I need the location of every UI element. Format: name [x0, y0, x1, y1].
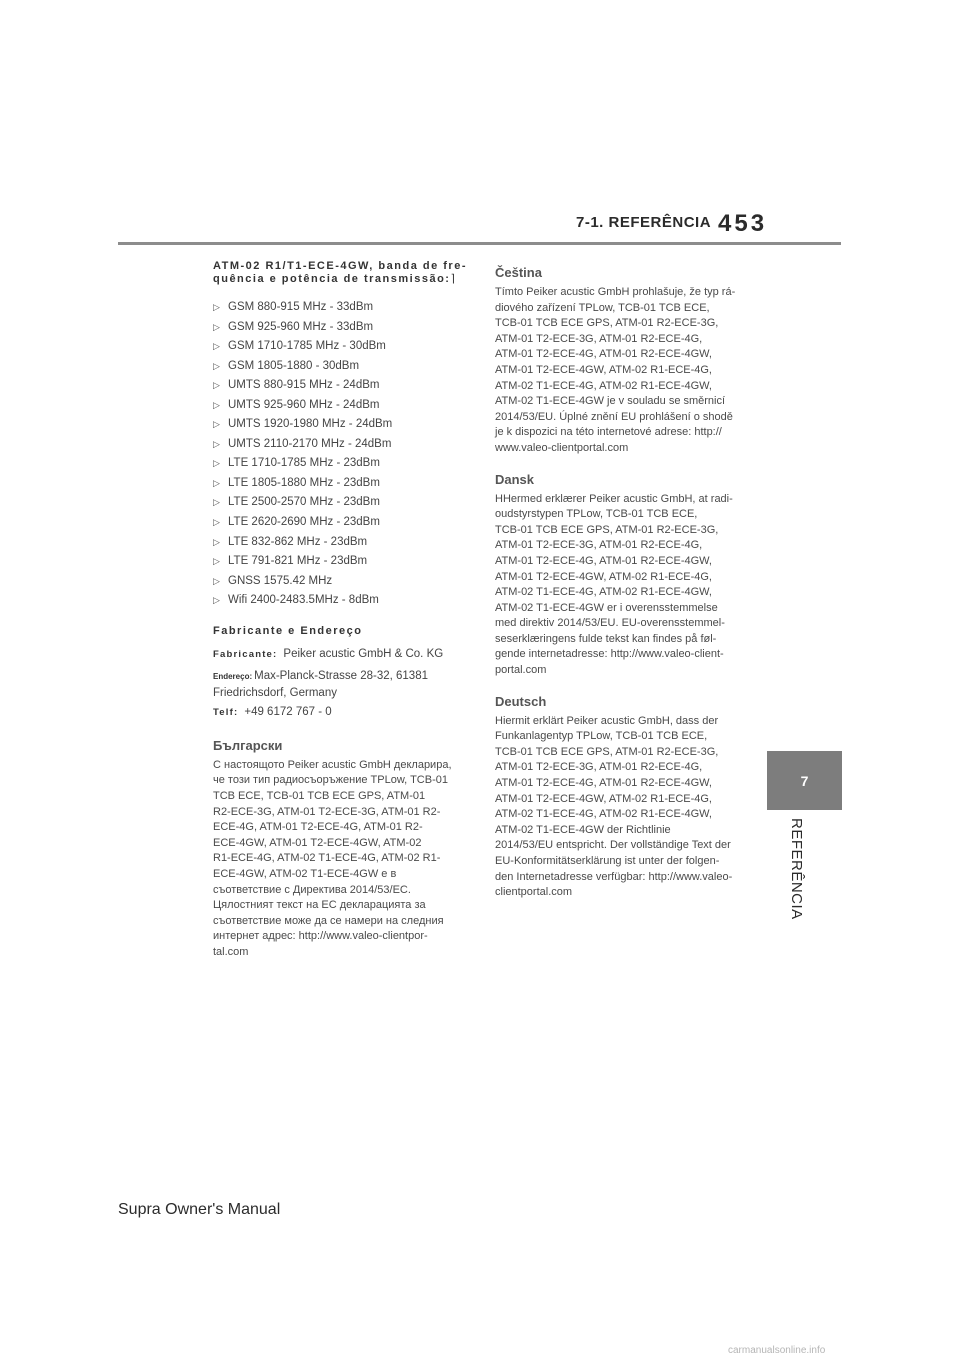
manufacturer-value: Peiker acustic GmbH & Co. KG: [283, 647, 444, 660]
band-text: LTE 832-862 MHz - 23dBm: [228, 535, 368, 548]
triangle-bullet-icon: ▷: [213, 341, 220, 352]
address-value: Max-Planck-Strasse 28-32, 61381 Friedrichsdorf, Germany: [213, 669, 428, 699]
header-divider: [118, 242, 841, 245]
watermark: carmanualsonline.info: [728, 1345, 826, 1356]
band-item: [213, 533, 467, 553]
band-text: LTE 791-821 MHz - 23dBm: [228, 555, 368, 568]
band-item: [213, 376, 467, 396]
declaration-text: Tímto Peiker acustic GmbH prohlašuje, že typ rá- diového zařízení TPLow, TCB-01 TCB ECE, TCB-01 TCB ECE GPS, ATM-01 R2-ECE-3G, ATM-01 T2-ECE-3G, ATM-01 R2-ECE-4G, ATM-01 T2-ECE-4G, ATM-01 R2-ECE-4GW, ATM-01 T2-ECE-4GW, ATM-02 R1-ECE-4G, ATM-02 T1-ECE-4G, ATM-02 R1-ECE-4GW, ATM-02 T1-ECE-4GW je v souladu se směrnicí 2014/53/EU. Úplné znění EU prohlášení o shodě je k dispozici na této internetové adrese: http:// www.valeo-clientportal.com: [495, 286, 736, 454]
band-text: Wifi 2400-2483.5MHz - 8dBm: [228, 594, 379, 607]
band-item: [213, 337, 467, 357]
address-row: [213, 668, 467, 701]
band-item: [213, 454, 467, 474]
band-text: UMTS 925-960 MHz - 24dBm: [228, 398, 380, 411]
triangle-bullet-icon: ▷: [213, 360, 220, 371]
triangle-bullet-icon: ▷: [213, 458, 220, 469]
band-item: [213, 435, 467, 455]
declaration-german: [495, 694, 755, 901]
declaration-czech: [495, 265, 755, 457]
band-text: LTE 2620-2690 MHz - 23dBm: [228, 516, 380, 529]
triangle-bullet-icon: ▷: [213, 536, 220, 547]
band-text: LTE 2500-2570 MHz - 23dBm: [228, 496, 380, 509]
page-number: 453: [718, 210, 768, 237]
triangle-bullet-icon: ▷: [213, 321, 220, 332]
language-title: Български: [213, 737, 283, 753]
frequency-band-list: [213, 298, 467, 611]
section-title: 7-1. REFERÊNCIA: [576, 214, 712, 231]
triangle-bullet-icon: ▷: [213, 517, 220, 528]
triangle-bullet-icon: ▷: [213, 438, 220, 449]
band-item: [213, 474, 467, 494]
phone-label: Telf:: [213, 706, 239, 718]
left-column: [213, 260, 467, 960]
band-item: [213, 357, 467, 377]
band-text: GSM 880-915 MHz - 33dBm: [228, 301, 374, 313]
band-text: GSM 925-960 MHz - 33dBm: [228, 320, 374, 333]
band-item: [213, 298, 467, 318]
band-text: UMTS 880-915 MHz - 24dBm: [228, 379, 380, 392]
band-item: [213, 318, 467, 338]
band-text: LTE 1710-1785 MHz - 23dBm: [228, 457, 380, 470]
band-item: [213, 513, 467, 533]
footer-title: Supra Owner's Manual: [118, 1201, 281, 1218]
band-item: [213, 396, 467, 416]
address-label: Endereço:: [213, 671, 253, 681]
triangle-bullet-icon: ▷: [213, 477, 220, 488]
phone-row: [213, 704, 467, 721]
frequency-heading: [213, 260, 467, 286]
declaration-danish: [495, 472, 755, 679]
right-column: [495, 265, 755, 901]
phone-value: +49 6172 767 - 0: [244, 705, 332, 718]
triangle-bullet-icon: ▷: [213, 595, 220, 606]
chapter-tab: [767, 751, 842, 810]
manufacturer-label: Fabricante:: [213, 648, 278, 660]
declaration-text: HHermed erklærer Peiker acustic GmbH, at radi- oudstyrstypen TPLow, TCB-01 TCB ECE, TCB-01 TCB ECE GPS, ATM-01 R2-ECE-3G, ATM-01 T2-ECE-3G, ATM-01 R2-ECE-4G, ATM-01 T2-ECE-4G, ATM-01 R2-ECE-4GW, ATM-01 T2-ECE-4GW, ATM-02 R1-ECE-4G, ATM-02 T1-ECE-4G, ATM-02 R1-ECE-4GW, ATM-02 T1-ECE-4GW er i overensstemmelse med direktiv 2014/53/EU. EU-overensstemmel- seserklæringens fulde tekst kan findes på føl- gende internetadresse: http://www.valeo-client- portal.com: [495, 492, 733, 677]
frequency-heading-text: ATM-02 R1/T1-ECE-4GW, banda de fre-quência e potência de transmissão:: [213, 260, 467, 285]
language-title: Čeština: [495, 265, 542, 280]
band-text: LTE 1805-1880 MHz - 23dBm: [228, 476, 380, 489]
band-text: UMTS 2110-2170 MHz - 24dBm: [228, 437, 392, 450]
triangle-bullet-icon: ▷: [213, 380, 220, 391]
band-item: [213, 552, 467, 572]
chapter-label: REFERÊNCIA: [788, 818, 805, 920]
end-mark-icon: ⌉: [450, 273, 457, 285]
chapter-number: 7: [800, 772, 809, 789]
declaration-text: С настоящото Peiker acustic GmbH декларира, че този тип радиосъоръжение TPLow, TCB-01 TCB ECE, TCB-01 TCB ECE GPS, ATM-01 R2-ECE-3G, ATM-01 T2-ECE-3G, ATM-01 R2- ECE-4G, ATM-01 T2-ECE-4G, ATM-01 R2- ECE-4GW, ATM-01 T2-ECE-4GW, ATM-02 R1-ECE-4G, ATM-02 T1-ECE-4G, ATM-02 R1- ECE-4GW, ATM-02 T1-ECE-4GW е в съответствие с Директива 2014/53/ЕС. Цялостният текст на ЕС декларацията за съответствие може да се намери на следния интернет адрес: http://www.valeo-clientpor- tal.com: [213, 758, 452, 958]
band-item: [213, 591, 467, 611]
manufacturer-heading: Fabricante e Endereço: [213, 624, 363, 637]
band-text: GSM 1805-1880 - 30dBm: [228, 359, 360, 372]
declaration-text: Hiermit erklärt Peiker acustic GmbH, dass der Funkanlagentyp TPLow, TCB-01 TCB ECE, TCB-01 TCB ECE GPS, ATM-01 R2-ECE-3G, ATM-01 T2-ECE-3G, ATM-01 R2-ECE-4G, ATM-01 T2-ECE-4G, ATM-01 R2-ECE-4GW, ATM-01 T2-ECE-4GW, ATM-02 R1-ECE-4G, ATM-02 T1-ECE-4G, ATM-02 R1-ECE-4GW, ATM-02 T1-ECE-4GW der Richtlinie 2014/53/EU entspricht. Der vollständige Text der EU-Konformitätserklärung ist unter der folgen- den Internetadresse verfügbar: http://www.valeo- clientportal.com: [495, 714, 733, 899]
band-text: UMTS 1920-1980 MHz - 24dBm: [228, 418, 393, 431]
language-title: Dansk: [495, 471, 535, 487]
band-item: [213, 572, 467, 592]
band-item: [213, 493, 467, 513]
declaration-bulgarian: [213, 738, 467, 961]
language-title: Deutsch: [495, 693, 547, 709]
band-text: GNSS 1575.42 MHz: [228, 574, 333, 587]
band-item: [213, 415, 467, 435]
triangle-bullet-icon: ▷: [213, 419, 220, 430]
triangle-bullet-icon: ▷: [213, 575, 220, 586]
triangle-bullet-icon: ▷: [213, 497, 220, 508]
manufacturer-row: [213, 646, 467, 663]
triangle-bullet-icon: ▷: [213, 556, 220, 567]
band-text: GSM 1710-1785 MHz - 30dBm: [228, 340, 386, 353]
triangle-bullet-icon: ▷: [213, 302, 220, 312]
triangle-bullet-icon: ▷: [213, 399, 220, 410]
